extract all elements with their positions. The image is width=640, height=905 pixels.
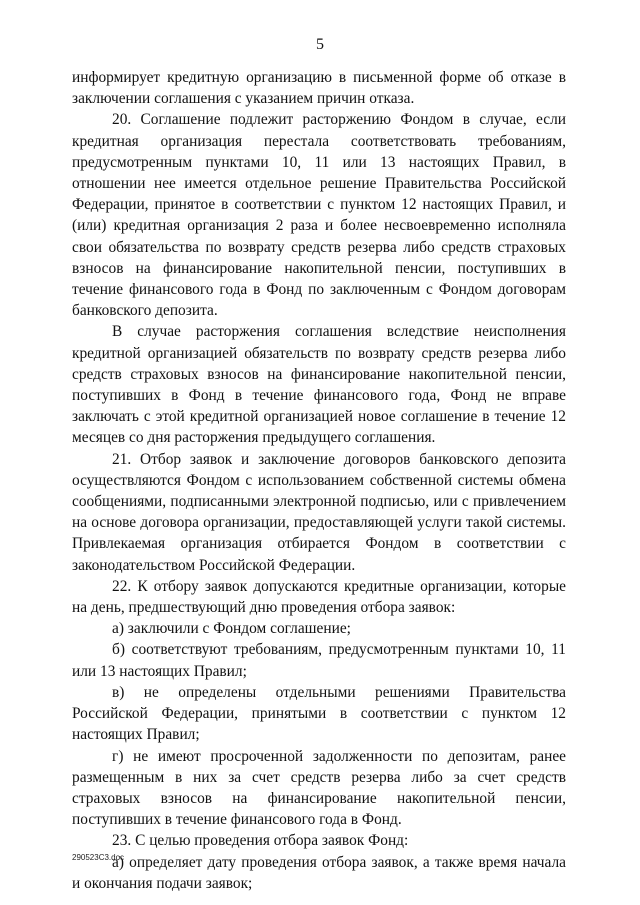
paragraph-item-22-a: а) заключили с Фондом соглашение;	[112, 620, 351, 638]
paragraph-termination-case: В случае расторжения соглашения вследствие неисполнения кредитной организацией обязательств по возврату средств резерва либо средств страховых взносов на финансирование накопительной пенсии, поступивших в Фонд в течение финансового года, Фонд не вправе заключать с этой кредитной организацией новое соглашение в течение 12 месяцев со дня расторжения предыдущего соглашения.	[72, 323, 566, 447]
footer-filename: 290523С3.doc	[72, 853, 125, 862]
paragraph-item-20: 20. Соглашение подлежит расторжению Фондом в случае, если кредитная организация перестала соответствовать требованиям, предусмотренным пунктами 10, 11 или 13 настоящих Правил, в отношении нее имеется отдельное решение Правительства Российской Федерации, принятое в соответствии с пунктом 12 настоящих Правил, и (или) кредитная организация 2 раза и более несвоевременно исполняла свои обязательства по возврату средств резерва либо средств страховых взносов на финансирование накопительной пенсии, поступивших в течение финансового года в Фонд по заключенным с Фондом договорам банковского депозита.	[72, 111, 566, 320]
page-number: 5	[316, 36, 324, 53]
paragraph-item-22-b: б) соответствуют требованиям, предусмотренным пунктами 10, 11 или 13 настоящих Правил;	[72, 641, 566, 680]
paragraph-continuation: информирует кредитную организацию в письменной форме об отказе в заключении соглашения с указанием причин отказа.	[72, 69, 566, 108]
paragraph-item-22: 22. К отбору заявок допускаются кредитные организации, которые на день, предшествующий дню проведения отбора заявок:	[72, 577, 566, 617]
paragraph-item-22-g: г) не имеют просроченной задолженности по депозитам, ранее размещенным в них за счет средств резерва либо за счет средств страховых взносов на финансирование накопительной пенсии, поступивших в течение финансового года в Фонд.	[72, 747, 566, 829]
paragraph-item-22-v: в) не определены отдельными решениями Правительства Российской Федерации, принятыми в соответствии с пунктом 12 настоящих Правил;	[72, 683, 566, 744]
document-body	[72, 67, 566, 894]
paragraph-item-21: 21. Отбор заявок и заключение договоров банковского депозита осуществляются Фондом с использованием собственной системы обмена сообщениями, подписанными электронной подписью, или с привлечением на основе договора организации, предоставляющей услуги такой системы. Привлекаемая организация отбирается Фондом в соответствии с законодательством Российской Федерации.	[72, 450, 566, 574]
paragraph-item-23-a: а) определяет дату проведения отбора заявок, а также время начала и окончания подачи заявок;	[72, 853, 566, 892]
paragraph-item-23: 23. С целью проведения отбора заявок Фонд:	[112, 832, 409, 850]
